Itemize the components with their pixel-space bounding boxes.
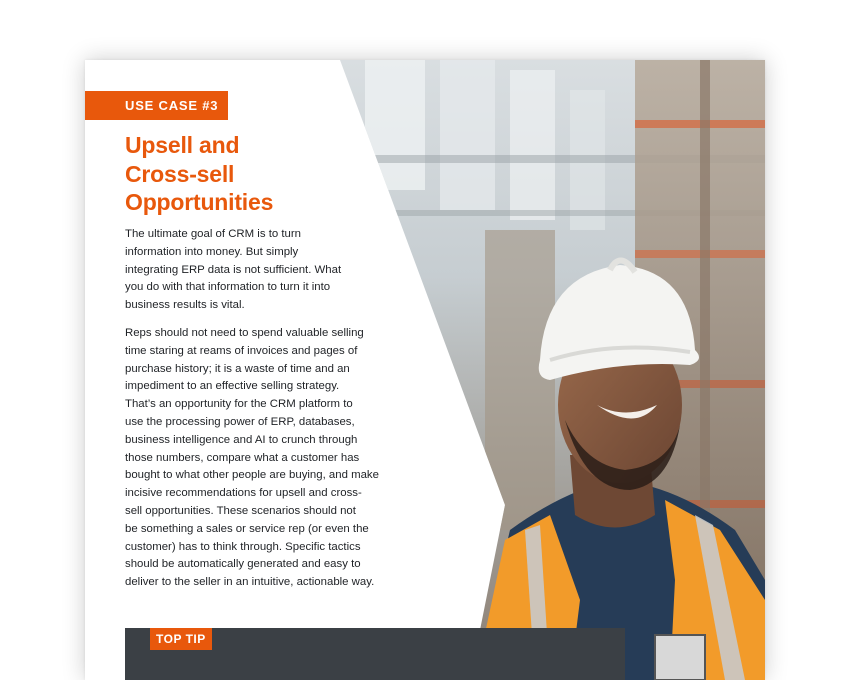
- text-line: use the processing power of ERP, databases,: [125, 415, 355, 428]
- title-line: Upsell and: [125, 132, 240, 158]
- text-line: should be automatically generated and easy to: [125, 558, 361, 571]
- text-line: That’s an opportunity for the CRM platform to: [125, 398, 353, 411]
- body-paragraph: [125, 325, 405, 592]
- section-title: [125, 131, 385, 217]
- text-line: you do with that information to turn it into: [125, 281, 331, 294]
- text-line: business intelligence and AI to crunch through: [125, 433, 358, 446]
- text-line: sell opportunities. These scenarios should not: [125, 504, 356, 517]
- text-line: deliver to the seller in an intuitive, actionable way.: [125, 576, 375, 589]
- text-line: incisive recommendations for upsell and cross-: [125, 487, 362, 500]
- text-line: bought to what other people are buying, and make: [125, 469, 379, 482]
- text-line: time staring at reams of invoices and pages of: [125, 344, 358, 357]
- title-line: Opportunities: [125, 189, 274, 215]
- title-line: Cross-sell: [125, 160, 235, 187]
- text-line: The ultimate goal of CRM is to turn: [125, 228, 301, 240]
- text-line: business results is vital.: [125, 299, 245, 312]
- text-line: integrating ERP data is not sufficient. What: [125, 263, 342, 276]
- text-line: customer) has to think through. Specific tactics: [125, 540, 361, 553]
- document-page: [85, 60, 765, 680]
- intro-paragraph: [125, 226, 405, 315]
- text-line: purchase history; it is a waste of time and an: [125, 362, 350, 375]
- top-tip-label: TOP TIP: [150, 628, 212, 650]
- text-line: those numbers, compare what a customer has: [125, 451, 360, 464]
- text-line: Reps should not need to spend valuable selling: [125, 327, 364, 339]
- text-line: information into money. But simply: [125, 245, 299, 258]
- text-line: impediment to an effective selling strategy.: [125, 380, 340, 393]
- use-case-badge: USE CASE #3: [85, 91, 228, 120]
- text-line: be something a sales or service rep (or even the: [125, 522, 369, 535]
